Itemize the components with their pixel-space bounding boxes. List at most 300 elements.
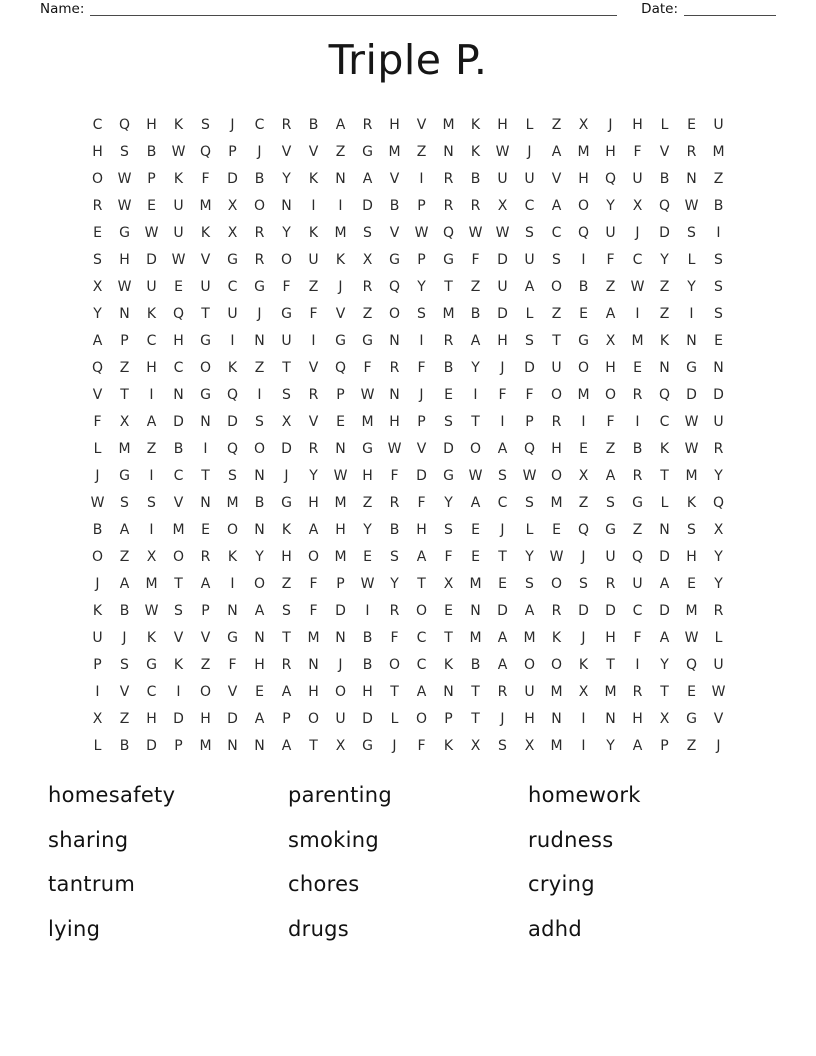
grid-letter: Z (281, 576, 292, 592)
grid-letter: P (93, 657, 102, 673)
grid-letter: T (282, 630, 291, 646)
grid-letter: X (443, 576, 454, 592)
word-list-item: sharing (48, 827, 129, 852)
grid-letter: I (95, 684, 100, 700)
grid-letter: A (524, 279, 535, 295)
grid-letter: W (333, 468, 348, 484)
grid-letter: H (389, 117, 400, 133)
grid-letter: R (632, 684, 643, 700)
grid-letter: P (174, 738, 183, 754)
grid-letter: R (605, 576, 616, 592)
grid-letter: W (144, 225, 159, 241)
grid-letter: I (149, 468, 154, 484)
grid-letter: T (471, 414, 480, 430)
grid-letter: Q (604, 171, 617, 187)
grid-letter: H (497, 117, 508, 133)
grid-letter: S (525, 495, 534, 511)
grid-letter: C (659, 414, 670, 430)
grid-letter: I (581, 711, 586, 727)
grid-letter: D (173, 414, 184, 430)
grid-letter: U (173, 225, 184, 241)
grid-letter: Y (282, 225, 291, 241)
grid-letter: A (200, 576, 211, 592)
grid-letter: J (95, 468, 100, 484)
grid-letter: S (201, 117, 210, 133)
grid-letter: J (608, 117, 613, 133)
grid-letter: R (713, 441, 724, 457)
grid-letter: W (468, 468, 483, 484)
grid-letter: M (361, 414, 374, 430)
grid-letter: O (91, 549, 104, 565)
grid-letter: Y (606, 738, 615, 754)
grid-row (84, 139, 732, 166)
grid-letter: T (417, 576, 426, 592)
grid-letter: J (500, 522, 505, 538)
grid-letter: K (578, 657, 589, 673)
grid-row (84, 274, 732, 301)
grid-letter: D (605, 603, 616, 619)
grid-letter: W (684, 441, 699, 457)
grid-letter: D (227, 414, 238, 430)
grid-letter: C (254, 117, 265, 133)
grid-letter: W (468, 225, 483, 241)
grid-letter: C (146, 333, 157, 349)
grid-letter: Y (390, 576, 399, 592)
grid-letter: N (254, 522, 265, 538)
grid-letter: W (684, 414, 699, 430)
grid-letter: H (632, 711, 643, 727)
grid-letter: E (579, 441, 588, 457)
grid-letter: E (174, 279, 183, 295)
grid-letter: S (444, 414, 453, 430)
grid-letter: I (230, 333, 235, 349)
grid-letter: W (360, 576, 375, 592)
grid-letter: X (632, 198, 643, 214)
grid-letter: W (549, 549, 564, 565)
grid-letter: Z (119, 549, 130, 565)
grid-letter: G (362, 144, 373, 160)
grid-letter: H (146, 711, 157, 727)
grid-letter: A (281, 738, 292, 754)
grid-letter: D (659, 603, 670, 619)
grid-letter: G (686, 711, 697, 727)
grid-letter: C (173, 360, 184, 376)
grid-letter: H (119, 252, 130, 268)
grid-letter: I (581, 252, 586, 268)
grid-letter: G (254, 279, 265, 295)
grid-letter: R (362, 279, 373, 295)
grid-letter: C (92, 117, 103, 133)
grid-letter: I (149, 522, 154, 538)
grid-letter: F (363, 360, 372, 376)
grid-letter: V (551, 171, 562, 187)
grid-letter: Z (362, 306, 373, 322)
grid-letter: O (226, 522, 239, 538)
grid-row (84, 328, 732, 355)
grid-letter: V (200, 252, 211, 268)
grid-letter: E (498, 576, 507, 592)
grid-letter: O (199, 360, 212, 376)
grid-letter: M (118, 441, 131, 457)
grid-letter: C (416, 630, 427, 646)
grid-letter: D (659, 549, 670, 565)
grid-letter: P (120, 333, 129, 349)
grid-letter: S (714, 306, 723, 322)
grid-letter: X (578, 117, 589, 133)
grid-letter: M (388, 144, 401, 160)
grid-letter: D (659, 225, 670, 241)
grid-letter: K (200, 225, 211, 241)
grid-letter: R (551, 414, 562, 430)
grid-letter: O (577, 198, 590, 214)
grid-letter: M (226, 495, 239, 511)
grid-letter: N (119, 306, 130, 322)
grid-letter: W (387, 441, 402, 457)
grid-letter: N (389, 387, 400, 403)
grid-letter: A (551, 198, 562, 214)
grid-letter: F (309, 306, 318, 322)
header (40, 1, 776, 18)
grid-letter: U (632, 171, 643, 187)
grid-letter: T (201, 468, 210, 484)
grid-letter: K (281, 522, 292, 538)
grid-letter: Z (416, 144, 427, 160)
grid-letter: G (281, 495, 292, 511)
grid-letter: U (497, 279, 508, 295)
grid-letter: H (362, 468, 373, 484)
grid-letter: M (307, 630, 320, 646)
grid-letter: B (254, 495, 265, 511)
grid-letter: S (498, 468, 507, 484)
grid-letter: T (498, 549, 507, 565)
grid-letter: Q (685, 657, 698, 673)
grid-letter: C (497, 495, 508, 511)
grid-letter: P (336, 576, 345, 592)
grid-letter: X (497, 198, 508, 214)
grid-letter: K (659, 441, 670, 457)
grid-letter: E (714, 333, 723, 349)
grid-letter: T (471, 711, 480, 727)
grid-letter: I (230, 576, 235, 592)
grid-letter: X (92, 279, 103, 295)
grid-letter: H (524, 711, 535, 727)
grid-letter: D (686, 387, 697, 403)
grid-letter: S (93, 252, 102, 268)
grid-letter: E (687, 684, 696, 700)
grid-letter: A (470, 333, 481, 349)
grid-letter: U (713, 414, 724, 430)
grid-letter: K (443, 657, 454, 673)
grid-letter: O (415, 711, 428, 727)
grid-letter: N (173, 387, 184, 403)
grid-letter: M (172, 522, 185, 538)
grid-letter: R (254, 252, 265, 268)
grid-letter: C (524, 198, 535, 214)
grid-letter: N (443, 684, 454, 700)
grid-letter: P (228, 144, 237, 160)
grid-letter: D (146, 252, 157, 268)
grid-letter: A (119, 522, 130, 538)
grid-letter: K (227, 549, 238, 565)
word-list-item: tantrum (48, 872, 136, 896)
grid-letter: V (173, 630, 184, 646)
grid-letter: B (92, 522, 103, 538)
grid-letter: Y (417, 279, 426, 295)
grid-letter: R (92, 198, 103, 214)
grid-letter: M (685, 468, 698, 484)
grid-letter: M (604, 684, 617, 700)
grid-letter: G (200, 387, 211, 403)
grid-letter: H (497, 333, 508, 349)
grid-letter: H (578, 171, 589, 187)
word-list (48, 773, 768, 951)
grid-letter: W (495, 225, 510, 241)
grid-letter: N (200, 414, 211, 430)
grid-letter: B (578, 279, 589, 295)
grid-letter: J (635, 225, 640, 241)
grid-letter: N (335, 630, 346, 646)
grid-letter: K (686, 495, 697, 511)
grid-letter: A (92, 333, 103, 349)
grid-letter: N (227, 738, 238, 754)
grid-letter: Q (631, 549, 644, 565)
grid-letter: U (524, 252, 535, 268)
grid-letter: J (500, 711, 505, 727)
grid-letter: B (443, 360, 454, 376)
grid-letter: K (173, 657, 184, 673)
grid-letter: Q (172, 306, 185, 322)
grid-letter: G (605, 522, 616, 538)
grid-letter: N (200, 495, 211, 511)
grid-letter: R (443, 333, 454, 349)
grid-letter: M (469, 576, 482, 592)
grid-letter: G (119, 468, 130, 484)
grid-letter: F (390, 630, 399, 646)
grid-letter: N (254, 333, 265, 349)
grid-letter: S (579, 576, 588, 592)
grid-letter: W (117, 279, 132, 295)
grid-letter: Y (282, 171, 291, 187)
grid-letter: H (146, 360, 157, 376)
grid-letter: A (308, 522, 319, 538)
name-label: Name: (40, 1, 85, 17)
grid-letter: B (470, 306, 481, 322)
grid-letter: E (363, 549, 372, 565)
grid-letter: O (172, 549, 185, 565)
grid-letter: G (227, 252, 238, 268)
grid-letter: R (389, 360, 400, 376)
grid-letter: Y (471, 360, 480, 376)
grid-letter: K (470, 117, 481, 133)
grid-letter: Y (309, 468, 318, 484)
grid-letter: P (201, 603, 210, 619)
grid-letter: N (335, 441, 346, 457)
grid-letter: F (309, 603, 318, 619)
grid-letter: I (581, 738, 586, 754)
grid-row (84, 166, 732, 193)
grid-letter: V (227, 684, 238, 700)
grid-letter: V (308, 144, 319, 160)
grid-letter: H (362, 684, 373, 700)
grid-letter: G (362, 333, 373, 349)
grid-letter: C (632, 603, 643, 619)
grid-row (84, 382, 732, 409)
grid-letter: S (498, 738, 507, 754)
grid-letter: M (442, 117, 455, 133)
grid-letter: X (92, 711, 103, 727)
grid-letter: L (714, 630, 723, 646)
grid-letter: R (551, 603, 562, 619)
grid-letter: N (470, 603, 481, 619)
grid-letter: T (444, 279, 453, 295)
grid-letter: G (227, 630, 238, 646)
grid-letter: W (144, 603, 159, 619)
grid-row (84, 355, 732, 382)
grid-letter: N (389, 333, 400, 349)
grid-letter: Z (713, 171, 724, 187)
grid-letter: O (91, 171, 104, 187)
grid-letter: H (416, 522, 427, 538)
word-list-item: crying (528, 872, 595, 896)
grid-letter: F (309, 576, 318, 592)
grid-letter: P (282, 711, 291, 727)
grid-letter: A (254, 603, 265, 619)
grid-letter: H (200, 711, 211, 727)
grid-letter: D (578, 603, 589, 619)
grid-letter: I (716, 225, 721, 241)
grid-letter: Q (577, 522, 590, 538)
grid-letter: F (282, 279, 291, 295)
wordsearch-grid (84, 112, 732, 760)
grid-letter: W (414, 225, 429, 241)
grid-letter: B (362, 657, 373, 673)
grid-letter: T (120, 387, 129, 403)
grid-letter: N (227, 603, 238, 619)
grid-letter: F (498, 387, 507, 403)
grid-letter: O (253, 576, 266, 592)
grid-letter: Y (714, 468, 723, 484)
grid-letter: R (362, 117, 373, 133)
grid-letter: D (281, 441, 292, 457)
grid-letter: K (659, 333, 670, 349)
grid-letter: Q (388, 279, 401, 295)
grid-letter: J (257, 306, 262, 322)
grid-letter: D (146, 738, 157, 754)
grid-letter: U (524, 171, 535, 187)
grid-letter: N (254, 630, 265, 646)
grid-letter: J (257, 144, 262, 160)
grid-letter: R (686, 144, 697, 160)
grid-letter: Y (444, 495, 453, 511)
grid-letter: F (390, 468, 399, 484)
grid-letter: Z (632, 522, 643, 538)
grid-letter: A (551, 144, 562, 160)
grid-row (84, 409, 732, 436)
grid-letter: A (281, 684, 292, 700)
grid-letter: Z (659, 306, 670, 322)
grid-letter: H (605, 144, 616, 160)
grid-letter: K (146, 630, 157, 646)
grid-letter: X (281, 414, 292, 430)
grid-letter: Q (577, 225, 590, 241)
grid-letter: A (605, 468, 616, 484)
grid-letter: H (173, 333, 184, 349)
grid-letter: Q (334, 360, 347, 376)
grid-letter: O (388, 306, 401, 322)
grid-row (84, 706, 732, 733)
grid-letter: L (525, 117, 534, 133)
grid-letter: U (551, 360, 562, 376)
grid-letter: H (605, 360, 616, 376)
grid-letter: U (335, 711, 346, 727)
grid-letter: V (308, 414, 319, 430)
grid-row (84, 652, 732, 679)
date-blank-line (684, 2, 776, 16)
grid-letter: V (173, 495, 184, 511)
grid-letter: U (605, 549, 616, 565)
grid-letter: O (307, 549, 320, 565)
grid-letter: M (712, 144, 725, 160)
grid-letter: U (713, 117, 724, 133)
grid-letter: G (200, 333, 211, 349)
grid-letter: T (660, 684, 669, 700)
grid-letter: W (117, 198, 132, 214)
grid-letter: I (311, 333, 316, 349)
grid-letter: G (443, 252, 454, 268)
grid-letter: M (469, 630, 482, 646)
grid-letter: S (525, 576, 534, 592)
grid-row (84, 436, 732, 463)
grid-letter: Z (119, 711, 130, 727)
grid-letter: L (660, 495, 669, 511)
grid-letter: O (604, 387, 617, 403)
grid-letter: H (632, 117, 643, 133)
grid-letter: R (443, 171, 454, 187)
grid-letter: V (281, 144, 292, 160)
word-list-item: rudness (528, 827, 614, 852)
grid-letter: Y (606, 198, 615, 214)
grid-letter: Y (93, 306, 102, 322)
grid-letter: M (334, 225, 347, 241)
grid-letter: V (389, 225, 400, 241)
grid-letter: W (171, 252, 186, 268)
grid-letter: X (470, 738, 481, 754)
grid-letter: W (90, 495, 105, 511)
grid-letter: D (443, 441, 454, 457)
grid-letter: P (417, 414, 426, 430)
grid-row (84, 733, 732, 760)
puzzle-title: Triple P. (328, 36, 488, 84)
grid-letter: Q (658, 387, 671, 403)
grid-letter: K (308, 171, 319, 187)
grid-letter: N (713, 360, 724, 376)
grid-letter: R (497, 684, 508, 700)
grid-letter: B (470, 657, 481, 673)
grid-letter: S (228, 468, 237, 484)
grid-letter: Z (362, 495, 373, 511)
grid-letter: I (338, 198, 343, 214)
grid-letter: X (713, 522, 724, 538)
grid-letter: F (417, 360, 426, 376)
grid-letter: W (684, 198, 699, 214)
grid-letter: X (578, 684, 589, 700)
grid-letter: E (471, 522, 480, 538)
grid-letter: X (362, 252, 373, 268)
grid-letter: N (551, 711, 562, 727)
grid-letter: O (415, 603, 428, 619)
grid-letter: H (551, 441, 562, 457)
grid-letter: D (227, 711, 238, 727)
